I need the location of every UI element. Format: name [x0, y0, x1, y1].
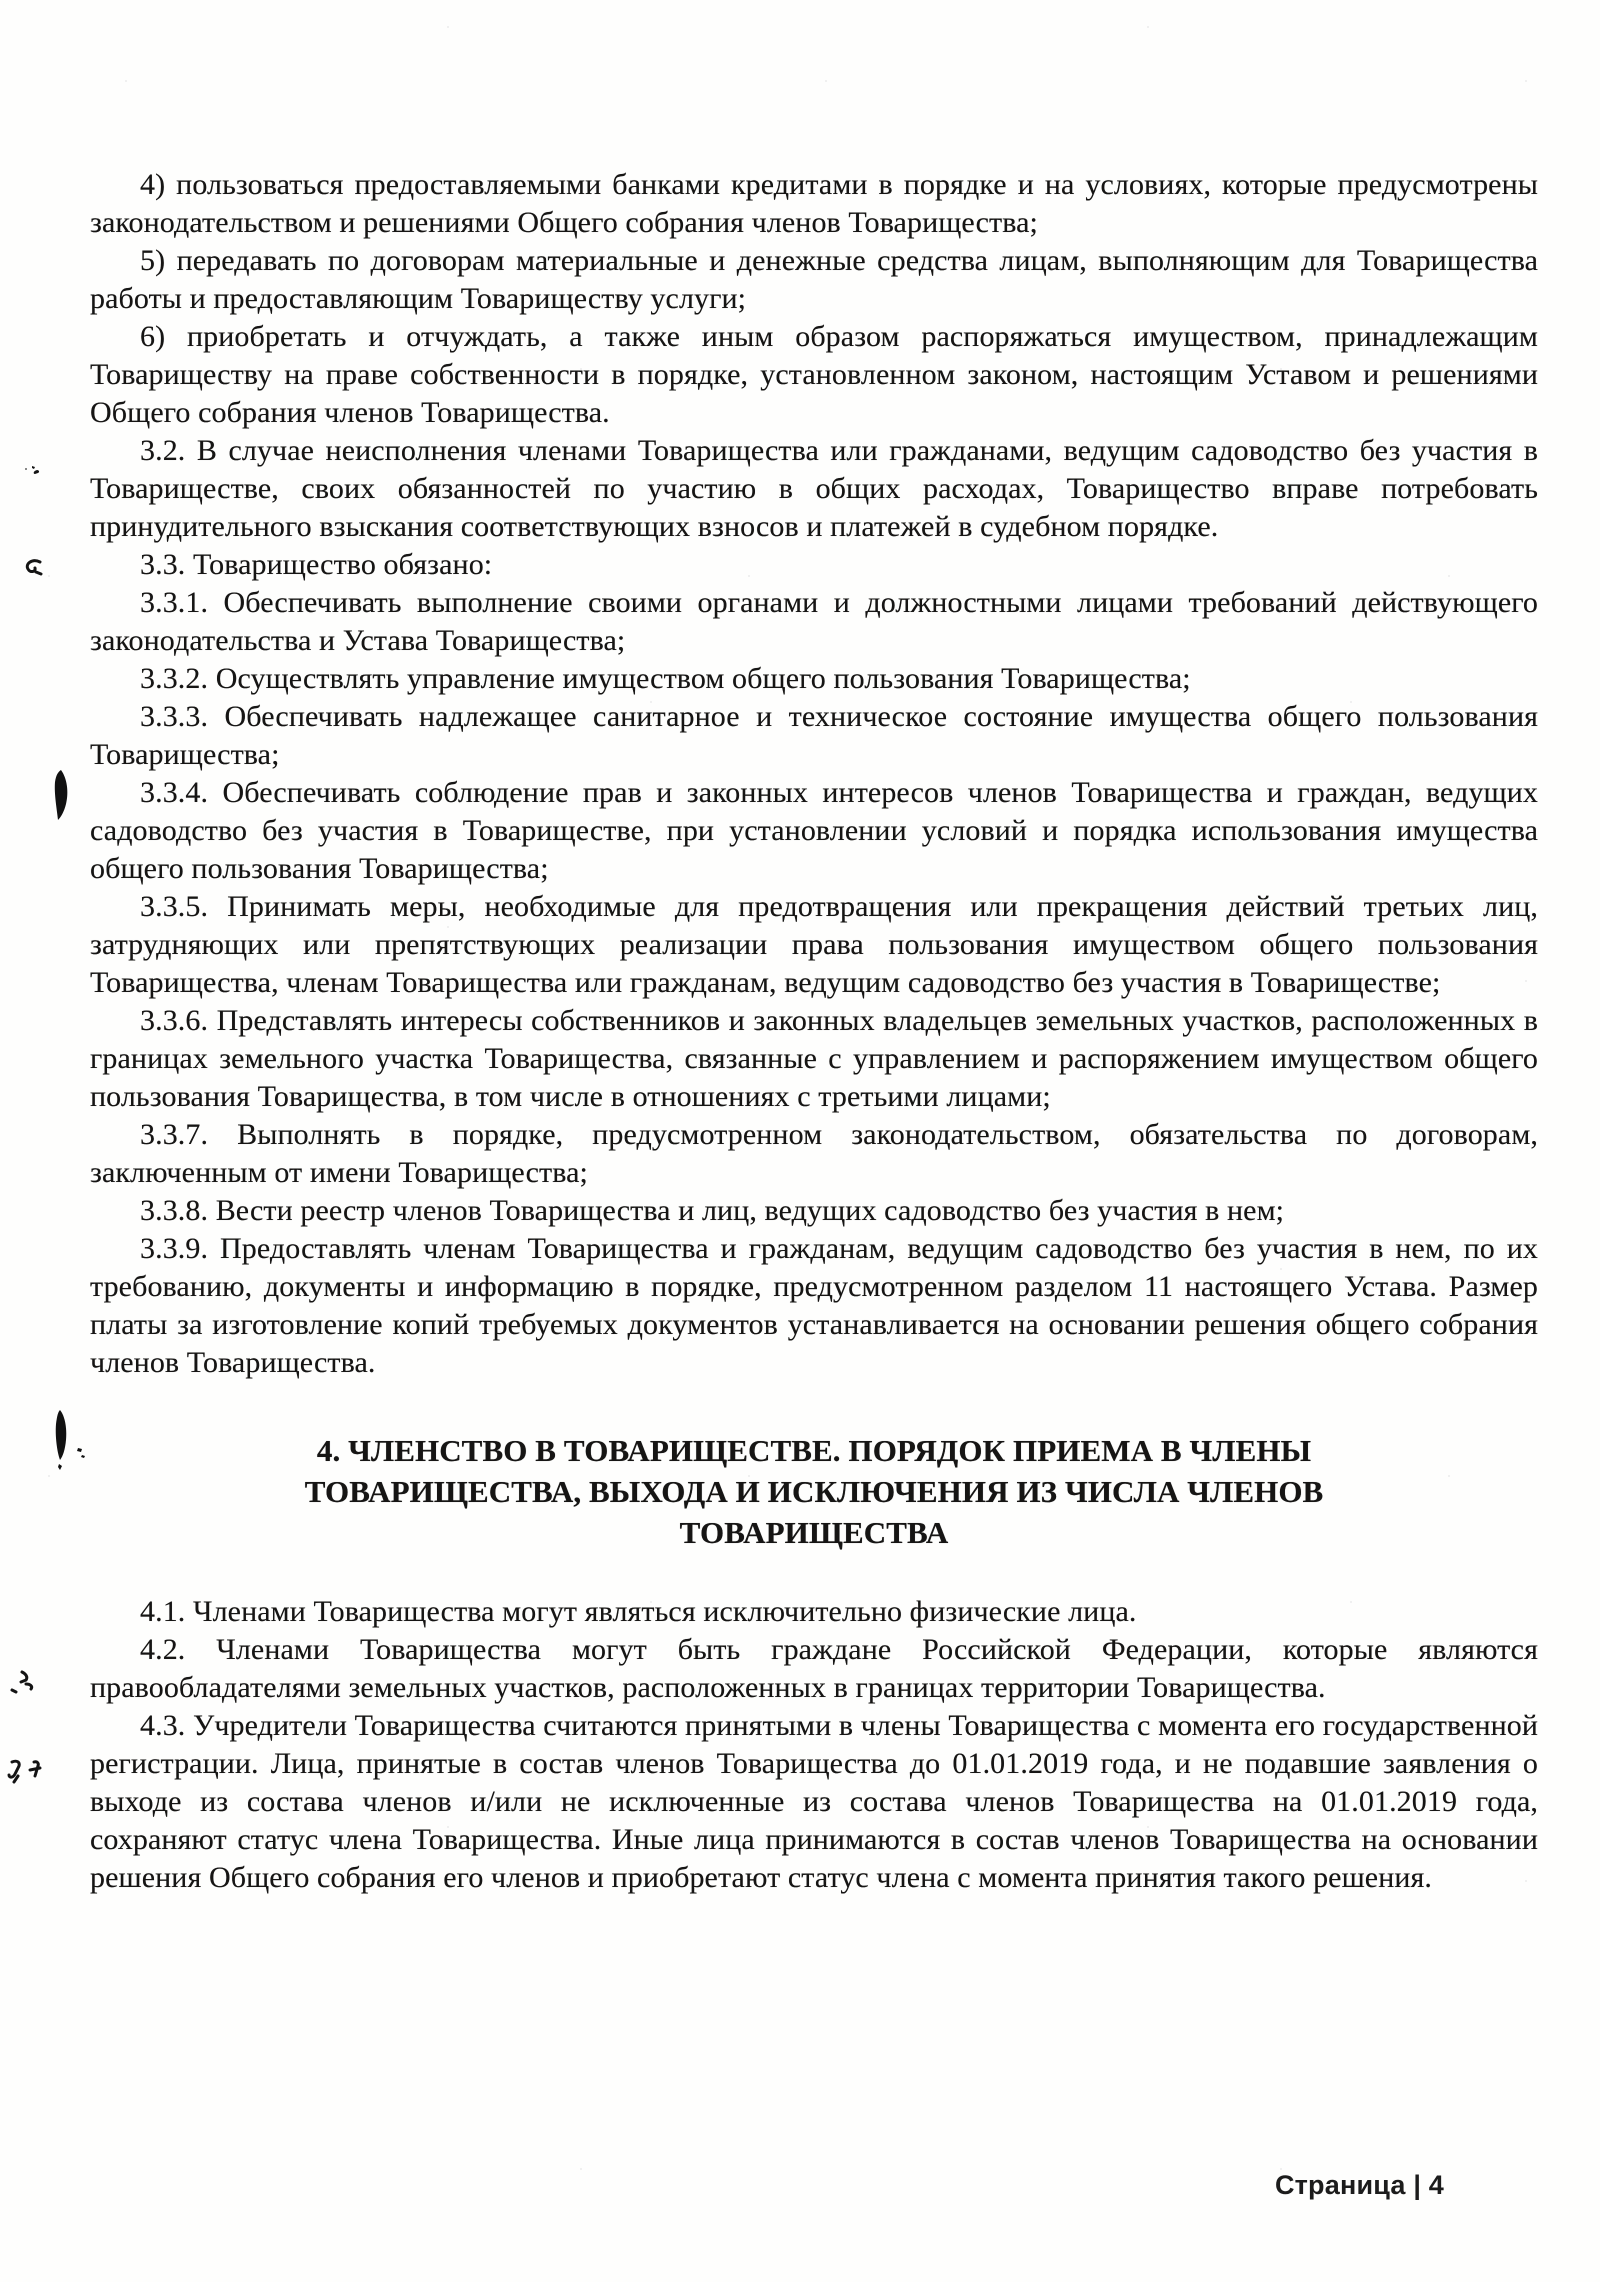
clause-3-3-9: 3.3.9. Предоставлять членам Товарищества и гражданам, ведущим садоводство без участия в нем, по их требованию, документы и информацию в порядке, предусмотренном разделом 11 настоящего Устава. Размер платы за изготовление копий требуемых документов устанавливается на основании решения общего собрания членов Товарищества.: [90, 1232, 1538, 1379]
clause-3-3-7: 3.3.7. Выполнять в порядке, предусмотренном законодательством, обязательства по договорам, заключенным от имени Товарищества;: [90, 1118, 1538, 1189]
list-item-5: 5) передавать по договорам материальные и денежные средства лицам, выполняющим для Товарищества работы и предоставляющим Товариществу услуги;: [90, 244, 1538, 315]
page-number: [1275, 2170, 1444, 2201]
clause-4-3: 4.3. Учредители Товарищества считаются принятыми в члены Товарищества с момента его государственной регистрации. Лица, принятые в состав членов Товарищества до 01.01.2019 года, и не подавшие заявления о выходе из состава членов и/или не исключенные из состава членов Товарищества на 01.01.2019 года, сохраняют статус члена Товарищества. Иные лица принимаются в состав членов Товарищества на основании решения Общего собрания его членов и приобретают статус члена с момента принятия такого решения.: [90, 1709, 1539, 1894]
clause-3-3-4: 3.3.4. Обеспечивать соблюдение прав и законных интересов членов Товарищества и граждан, ведущих садоводство без участия в Товариществе, при установлении условий и порядка использования имущества общего пользования Товарищества;: [90, 776, 1538, 885]
ink-blot-artifact: [8, 1668, 44, 1698]
clause-3-3-5: 3.3.5. Принимать меры, необходимые для предотвращения или прекращения действий третьих лиц, затрудняющих или препятствующих реализации права пользования имуществом общего пользования Товарищества, членам Товарищества или гражданам, ведущим садоводство без участия в Товариществе;: [90, 890, 1538, 999]
page-number-label: Страница | 4: [1274, 2170, 1444, 2200]
clause-4-2: 4.2. Членами Товарищества могут быть граждане Российской Федерации, которые являются правообладателями земельных участков, расположенных в границах территории Товарищества.: [90, 1633, 1538, 1704]
clause-3-2: 3.2. В случае неисполнения членами Товарищества или гражданами, ведущим садоводство без участия в Товариществе, своих обязанностей по участию в общих расходах, Товарищество вправе потребовать принудительного взыскания соответствующих взносов и платежей в судебном порядке.: [90, 434, 1538, 543]
ink-blot-artifact: [52, 770, 72, 820]
list-item-4: 4) пользоваться предоставляемыми банками кредитами в порядке и на условиях, которые предусмотрены законодательством и решениями Общего собрания членов Товарищества;: [90, 168, 1538, 239]
list-item-6: 6) приобретать и отчуждать, а также иным образом распоряжаться имуществом, принадлежащим Товариществу на праве собственности в порядке, установленном законом, настоящим Уставом и решениями Общего собрания членов Товарищества.: [90, 320, 1538, 429]
section-4-heading-line-2: ТОВАРИЩЕСТВА, ВЫХОДА И ИСКЛЮЧЕНИЯ ИЗ ЧИСЛА ЧЛЕНОВ: [304, 1474, 1324, 1509]
clause-3-3-1: 3.3.1. Обеспечивать выполнение своими органами и должностными лицами требований действующего законодательства и Устава Товарищества;: [90, 586, 1538, 657]
clause-3-3-2: 3.3.2. Осуществлять управление имуществом общего пользования Товарищества;: [140, 662, 1191, 695]
clause-3-3-3: 3.3.3. Обеспечивать надлежащее санитарное и техническое состояние имущества общего пользования Товарищества;: [90, 700, 1538, 771]
clause-3-3-6: 3.3.6. Представлять интересы собственников и законных владельцев земельных участков, расположенных в границах земельного участка Товарищества, связанные с управлением и распоряжением имуществом общего пользования Товарищества, в том числе в отношениях с третьими лицами;: [90, 1004, 1538, 1113]
ink-blot-artifact: [6, 1756, 46, 1788]
clause-3-3: 3.3. Товарищество обязано:: [140, 548, 493, 581]
clause-4-1: 4.1. Членами Товарищества могут являться исключительно физические лица.: [140, 1595, 1137, 1628]
document-text-column: [90, 166, 1538, 1897]
section-4-heading-line-3: ТОВАРИЩЕСТВА: [679, 1515, 949, 1550]
ink-blot-artifact: [22, 556, 48, 580]
ink-blot-artifact: [22, 464, 46, 486]
ink-blot-artifact: [48, 1408, 88, 1472]
section-4-heading: [130, 1430, 1498, 1553]
section-4-heading-line-1: 4. ЧЛЕНСТВО В ТОВАРИЩЕСТВЕ. ПОРЯДОК ПРИЕМА В ЧЛЕНЫ: [316, 1433, 1312, 1468]
clause-3-3-8: 3.3.8. Вести реестр членов Товарищества и лиц, ведущих садоводство без участия в нем;: [140, 1194, 1285, 1227]
